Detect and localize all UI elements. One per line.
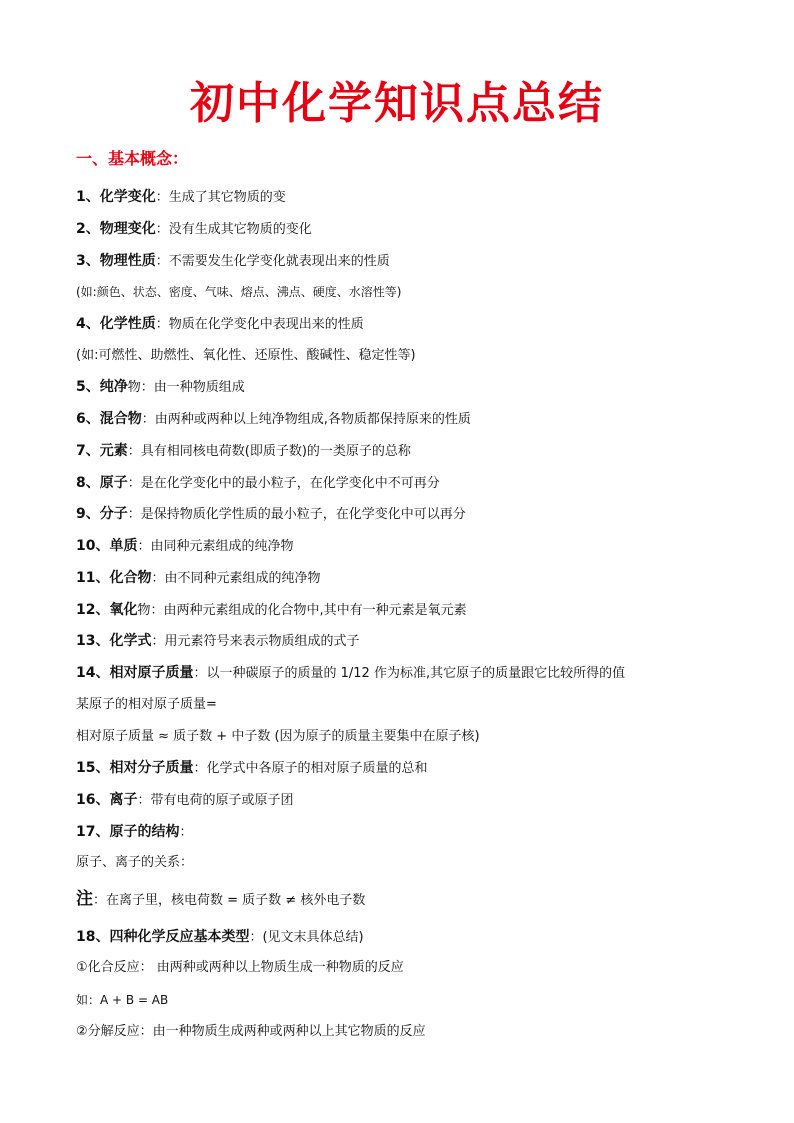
item-term: 7、元素 <box>76 443 128 459</box>
item-term: 11、化合物 <box>76 570 152 586</box>
item-text: (如:颜色、状态、密度、气味、熔点、沸点、硬度、水溶性等) <box>76 285 402 299</box>
item-text: 物：由两种元素组成的化合物中,其中有一种元素是氧元素 <box>137 603 467 618</box>
item-text: ：没有生成其它物质的变化 <box>155 222 312 237</box>
list-item <box>76 251 390 272</box>
list-item <box>76 727 480 747</box>
list-item <box>76 314 364 335</box>
item-text: ：用元素符号来表示物质组成的式子 <box>151 634 360 649</box>
item-text: ：不需要发生化学变化就表现出来的性质 <box>155 254 390 269</box>
list-item <box>76 219 312 240</box>
item-term: 2、物理变化 <box>76 221 156 237</box>
item-text: 原子、离子的关系： <box>76 855 194 870</box>
item-text: ①化合反应： 由两种或两种以上物质生成一种物质的反应 <box>76 960 404 975</box>
section-heading: 一、基本概念： <box>76 149 189 168</box>
list-item <box>76 504 466 525</box>
item-term: 16、离子 <box>76 792 138 808</box>
item-text: ：化学式中各原子的相对原子质量的总和 <box>193 761 428 776</box>
item-term: 12、氧化 <box>76 602 138 618</box>
list-item <box>76 958 404 978</box>
page-title: 初中化学知识点总结 <box>190 78 604 129</box>
item-term: 15、相对分子质量 <box>76 760 194 776</box>
list-item <box>76 1022 426 1042</box>
item-text: 如：A + B = AB <box>76 993 169 1007</box>
item-term: 18、四种化学反应基本类型 <box>76 929 250 945</box>
item-text: 物：由一种物质组成 <box>127 380 245 395</box>
item-text: (如:可燃性、助燃性、氧化性、还原性、酸碱性、稳定性等) <box>76 348 416 363</box>
item-text: ：由两种或两种以上纯净物组成,各物质都保持原来的性质 <box>141 412 471 427</box>
list-item <box>76 536 294 557</box>
item-text: ：在离子里，核电荷数 = 质子数 ≠ 核外电子数 <box>93 893 366 908</box>
list-item <box>76 409 471 430</box>
list-item <box>76 758 428 779</box>
list-item <box>76 187 286 208</box>
item-term: 6、混合物 <box>76 411 142 427</box>
item-text: ：是在化学变化中的最小粒子，在化学变化中不可再分 <box>127 476 440 491</box>
list-item <box>76 600 467 621</box>
list-item <box>76 990 168 1010</box>
list-item <box>76 927 364 948</box>
item-text: ：带有电荷的原子或原子团 <box>137 793 294 808</box>
item-term: 13、化学式 <box>76 633 152 649</box>
list-item <box>76 853 193 873</box>
list-item <box>76 631 360 652</box>
item-term: 3、物理性质 <box>76 253 156 269</box>
item-term: 10、单质 <box>76 538 138 554</box>
list-item <box>76 568 321 589</box>
list-item <box>76 473 440 494</box>
note-label: 注 <box>76 889 93 909</box>
item-term: 4、化学性质 <box>76 316 156 332</box>
item-term: 17、原子的结构 <box>76 824 180 840</box>
list-item <box>76 790 294 811</box>
item-text: ：物质在化学变化中表现出来的性质 <box>155 317 364 332</box>
list-item <box>76 346 416 366</box>
list-item <box>76 282 401 302</box>
item-term: 5、纯净 <box>76 379 128 395</box>
item-text: ：具有相同核电荷数(即质子数)的一类原子的总称 <box>127 444 411 459</box>
item-text: ：由不同种元素组成的纯净物 <box>151 571 321 586</box>
item-text: 某原子的相对原子质量= <box>76 697 217 712</box>
item-text: ②分解反应：由一种物质生成两种或两种以上其它物质的反应 <box>76 1024 426 1039</box>
item-text: ：生成了其它物质的变 <box>155 190 286 205</box>
list-item <box>76 822 193 843</box>
item-term: 8、原子 <box>76 475 128 491</box>
item-term: 14、相对原子质量 <box>76 665 194 681</box>
list-item <box>76 441 411 462</box>
item-text: ：以一种碳原子的质量的 1/12 作为标准,其它原子的质量跟它比较所得的值 <box>193 666 626 681</box>
item-text: 相对原子质量 ≈ 质子数 + 中子数 (因为原子的质量主要集中在原子核) <box>76 729 480 744</box>
item-term: 1、化学变化 <box>76 189 156 205</box>
list-item <box>76 695 217 715</box>
list-item <box>76 377 245 398</box>
list-item <box>76 663 625 684</box>
item-text: ：(见文末具体总结) <box>249 930 364 945</box>
item-text: ： <box>179 825 193 840</box>
item-text: ：由同种元素组成的纯净物 <box>137 539 294 554</box>
note-line <box>76 889 365 911</box>
item-text: ：是保持物质化学性质的最小粒子，在化学变化中可以再分 <box>127 507 466 522</box>
item-term: 9、分子 <box>76 506 128 522</box>
